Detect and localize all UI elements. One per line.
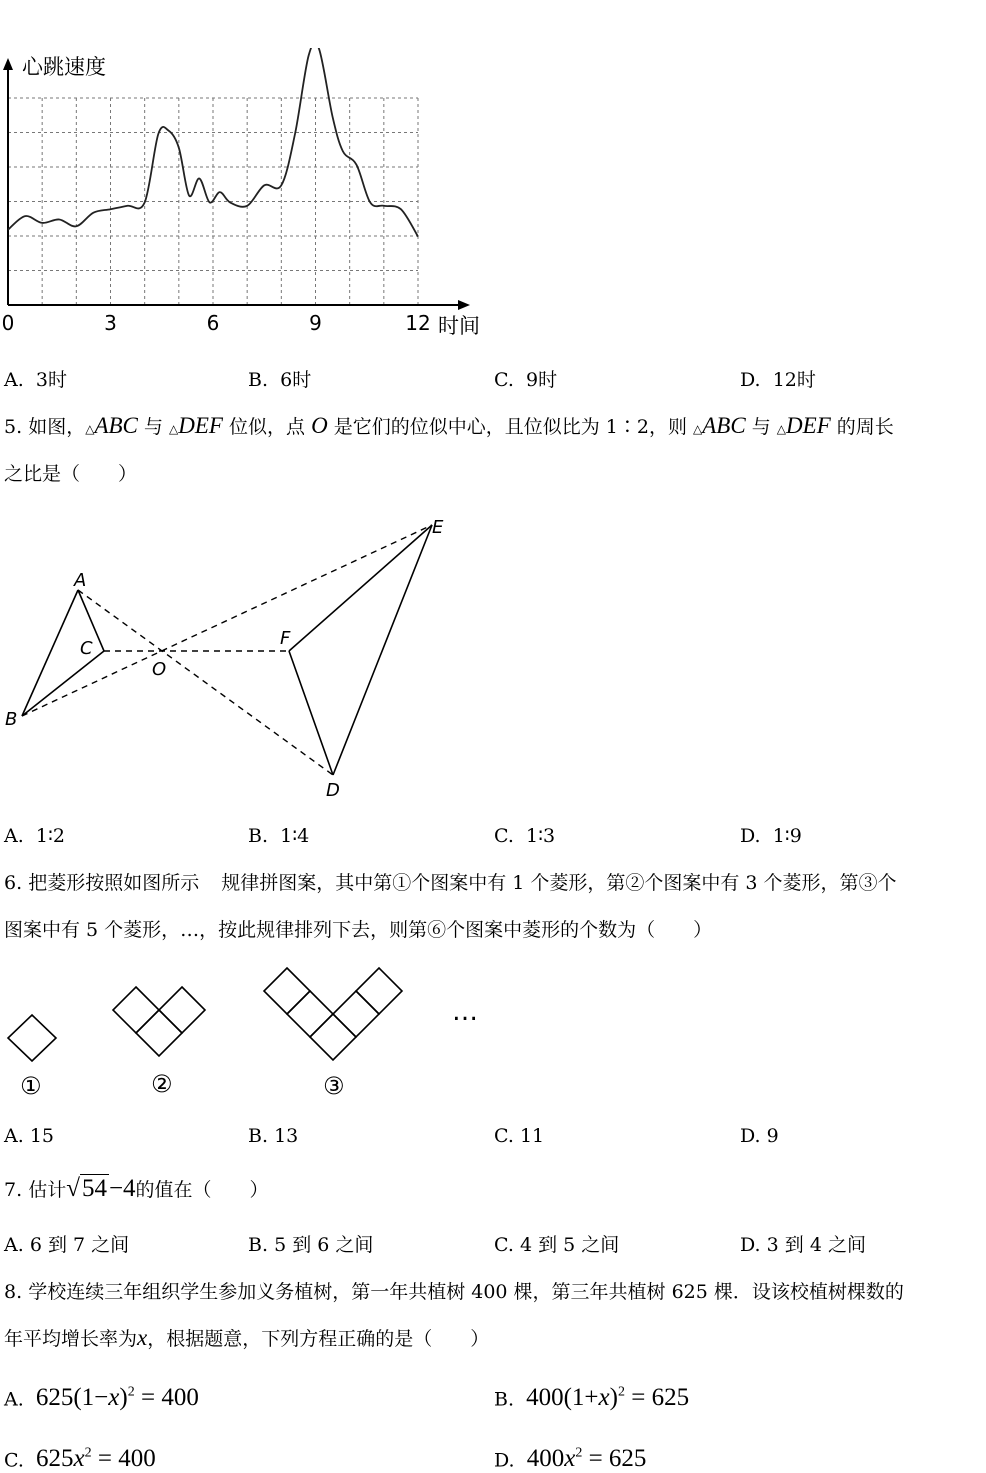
- option-letter: C.: [4, 1449, 24, 1472]
- rhombus: [310, 1014, 356, 1060]
- pattern-2: [113, 987, 205, 1056]
- eq-part: ): [119, 1384, 128, 1412]
- pattern-3: [264, 968, 402, 1060]
- text: ，根据题意，下列方程正确的是（ ）: [147, 1328, 490, 1350]
- variable-x: x: [137, 1325, 148, 1350]
- q7-option-b[interactable]: [248, 1232, 373, 1258]
- q8-stem-line1: [4, 1279, 904, 1305]
- option-text: 1∶3: [526, 825, 556, 847]
- dashed-ad: [78, 590, 333, 775]
- option-text: 9时: [526, 369, 558, 391]
- eq-part: ): [609, 1384, 618, 1412]
- x-tick-labels: [2, 311, 431, 335]
- q6-option-d[interactable]: [740, 1123, 779, 1149]
- heart-rate-chart: [0, 48, 500, 348]
- q7-option-a[interactable]: [4, 1232, 129, 1258]
- q7-stem: [4, 1176, 269, 1203]
- q7-option-c[interactable]: [494, 1232, 619, 1258]
- option-text: 15: [29, 1125, 54, 1147]
- point-o: O: [311, 413, 328, 438]
- q6-option-c[interactable]: [494, 1123, 544, 1149]
- eq-part: 400(1+: [526, 1384, 599, 1412]
- q6-option-a[interactable]: [4, 1123, 54, 1149]
- rhombus: [136, 1010, 182, 1056]
- rhombus: [287, 991, 333, 1037]
- x-tick-label: 3: [104, 311, 117, 335]
- rhombus: [264, 968, 310, 1014]
- edge-ab: [22, 590, 78, 716]
- equation: [526, 1384, 689, 1411]
- x-tick-label: 0: [1, 311, 15, 335]
- text: 规律拼图案，其中第①个图案中有 1 个菱形，第②个图案中有 3 个菱形，第③个: [221, 872, 897, 894]
- eq-exponent: 2: [84, 1446, 92, 1461]
- option-text: 5 到 6 之间: [274, 1234, 374, 1256]
- x-tick-label: 9: [309, 311, 322, 335]
- eq-var: x: [73, 1445, 85, 1473]
- option-text: 13: [274, 1125, 299, 1147]
- option-letter: D.: [494, 1449, 515, 1472]
- label-f: F: [280, 628, 291, 649]
- rhombus: [8, 1015, 56, 1061]
- option-letter: D.: [740, 1125, 761, 1147]
- option-letter: A.: [4, 825, 24, 847]
- option-letter: A.: [4, 1388, 24, 1411]
- text: 年平均增长率为: [4, 1328, 138, 1350]
- label-o: O: [152, 659, 167, 680]
- option-text: 11: [519, 1125, 545, 1147]
- x-tick-label: 12: [405, 311, 431, 335]
- q5-option-d[interactable]: [740, 823, 802, 849]
- option-letter: A.: [4, 1234, 24, 1256]
- eq-rhs: = 400: [97, 1445, 156, 1473]
- label-a: A: [74, 570, 87, 591]
- option-letter: B.: [248, 1125, 269, 1147]
- edge-ef: [289, 525, 432, 651]
- minus-four: −4: [108, 1175, 136, 1202]
- q5-option-b[interactable]: [248, 823, 309, 849]
- triangle-def: DEF: [178, 413, 223, 438]
- q4-option-d[interactable]: [740, 367, 816, 393]
- option-text: 3 到 4 之间: [766, 1234, 866, 1256]
- text: 的值在（ ）: [135, 1179, 269, 1201]
- pattern-label-2: ②: [151, 1070, 173, 1098]
- text: 估计: [28, 1179, 67, 1201]
- eq-part: 625(1−: [35, 1384, 109, 1412]
- option-letter: D.: [740, 369, 761, 391]
- option-text: 12时: [772, 369, 816, 391]
- text: 与: [751, 416, 771, 438]
- eq-exponent: 2: [617, 1385, 625, 1400]
- rhombus-patterns-figure: [0, 960, 500, 1105]
- eq-rhs: = 625: [631, 1384, 690, 1412]
- eq-exponent: 2: [127, 1385, 135, 1400]
- option-text: 3时: [35, 369, 67, 391]
- x-axis-arrow: [458, 300, 470, 310]
- q8-option-a[interactable]: [4, 1380, 199, 1412]
- q4-option-b[interactable]: [248, 367, 311, 393]
- rhombus: [333, 991, 379, 1037]
- option-letter: C.: [494, 1234, 514, 1256]
- text: 学校连续三年组织学生参加义务植树，第一年共植树 400 棵，第三年共植树 625 棵．设该校植树棵数的: [28, 1281, 904, 1303]
- q6-stem-line2: 图案中有 5 个菱形，…，按此规律排列下去，则第⑥个图案中菱形的个数为（ ）: [4, 919, 713, 941]
- rhombus: [159, 987, 205, 1033]
- rhombus: [113, 987, 159, 1033]
- triangle-symbol: △: [776, 422, 787, 436]
- eq-var: x: [108, 1384, 120, 1412]
- q7-option-d[interactable]: [740, 1232, 866, 1258]
- option-letter: B.: [248, 825, 269, 847]
- q5-stem-line1: [4, 413, 894, 442]
- option-text: 6时: [280, 369, 312, 391]
- edge-df: [289, 651, 333, 775]
- eq-rhs: = 625: [588, 1445, 647, 1473]
- label-d: D: [326, 780, 340, 801]
- ellipsis: …: [452, 997, 478, 1027]
- option-text: 9: [766, 1125, 779, 1147]
- q6-option-b[interactable]: [248, 1123, 298, 1149]
- option-letter: C.: [494, 1125, 514, 1147]
- text: 把菱形按照如图所示: [28, 872, 200, 894]
- triangle-def: DEF: [786, 413, 831, 438]
- eq-part: 625: [36, 1445, 74, 1473]
- question-number: 7.: [4, 1179, 23, 1201]
- q5-option-a[interactable]: [4, 823, 65, 849]
- triangle-abc: ABC: [94, 413, 138, 438]
- y-axis-arrow: [3, 58, 13, 70]
- eq-exponent: 2: [575, 1446, 583, 1461]
- option-letter: C.: [494, 369, 514, 391]
- text: 与: [143, 416, 163, 438]
- text: 是它们的位似中心，且位似比为 1∶2，则: [333, 416, 687, 438]
- pattern-label-1: ①: [20, 1072, 42, 1100]
- q4-option-c[interactable]: [494, 367, 557, 393]
- q8-stem-line2: [4, 1325, 489, 1352]
- q4-option-a[interactable]: [4, 367, 67, 393]
- question-number: 5.: [4, 416, 23, 438]
- label-e: E: [432, 517, 444, 538]
- eq-var: x: [598, 1384, 610, 1412]
- text: 如图，: [28, 416, 86, 438]
- equation: [36, 1445, 156, 1472]
- y-axis-label: 心跳速度: [22, 55, 106, 79]
- q5-stem-line2: 之比是（ ）: [4, 463, 138, 485]
- option-text: 1∶9: [772, 825, 802, 847]
- triangle-abc: ABC: [702, 413, 746, 438]
- option-letter: A.: [4, 369, 24, 391]
- dashed-be: [22, 525, 432, 716]
- q8-option-b[interactable]: [494, 1380, 689, 1412]
- equation: [527, 1445, 647, 1472]
- option-letter: B.: [248, 369, 269, 391]
- rhombus: [356, 968, 402, 1014]
- option-text: 1∶4: [280, 825, 310, 847]
- edge-de: [333, 525, 432, 775]
- question-number: 8.: [4, 1281, 23, 1303]
- label-b: B: [5, 709, 18, 730]
- similar-triangles-figure: [0, 505, 470, 805]
- question-number: 6.: [4, 872, 23, 894]
- triangle-symbol: △: [169, 422, 179, 436]
- equation: [36, 1384, 199, 1411]
- q5-option-c[interactable]: [494, 823, 555, 849]
- option-text: 1∶2: [35, 825, 65, 847]
- option-letter: D.: [740, 1234, 761, 1256]
- option-text: 4 到 5 之间: [519, 1234, 620, 1256]
- edge-bc: [22, 651, 104, 716]
- eq-var: x: [564, 1445, 576, 1473]
- q8-option-c[interactable]: [4, 1441, 156, 1473]
- x-tick-label: 6: [206, 311, 220, 335]
- option-letter: B.: [248, 1234, 269, 1256]
- option-letter: C.: [494, 825, 514, 847]
- q6-stem-line1: [4, 870, 897, 896]
- sqrt-expression: √54−4: [66, 1175, 136, 1202]
- text: 的周长: [836, 416, 894, 438]
- option-letter: B.: [494, 1388, 515, 1411]
- label-c: C: [80, 638, 93, 659]
- x-axis-label: 时间: [438, 314, 480, 338]
- pattern-label-3: ③: [323, 1072, 345, 1100]
- option-letter: D.: [740, 825, 761, 847]
- triangle-symbol: △: [693, 422, 703, 436]
- radicand: 54: [81, 1175, 107, 1202]
- q8-option-d[interactable]: [494, 1441, 646, 1473]
- text: 位似，点: [229, 416, 306, 438]
- eq-rhs: = 400: [140, 1384, 199, 1412]
- option-text: 6 到 7 之间: [29, 1234, 130, 1256]
- option-letter: A.: [4, 1125, 24, 1147]
- pattern-1: [8, 1015, 56, 1061]
- eq-part: 400: [526, 1445, 565, 1473]
- triangle-symbol: △: [85, 422, 95, 436]
